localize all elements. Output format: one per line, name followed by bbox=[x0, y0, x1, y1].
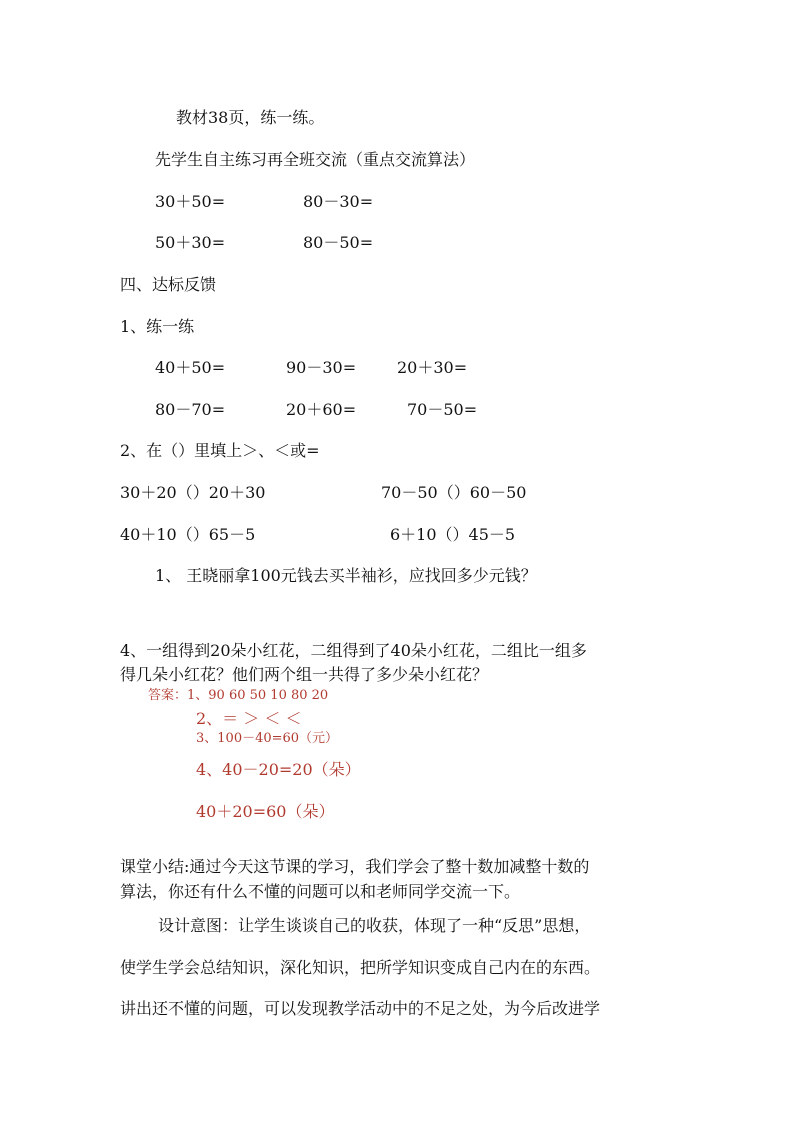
answer-line-1: 答案：1、90 60 50 10 80 20 bbox=[148, 688, 329, 703]
compare-title: 2、在（）里填上＞、＜或= bbox=[120, 441, 320, 460]
exercise-item: 30＋50= bbox=[155, 192, 226, 211]
compare-item: 30＋20（）20＋30 bbox=[120, 483, 266, 502]
section-heading: 四、达标反馈 bbox=[120, 275, 217, 294]
design-line1: 设计意图：让学生谈谈自己的收获，体现了一种“反思”思想， bbox=[158, 916, 591, 935]
answer-line-2: 2、＝ ＞ ＜ ＜ bbox=[196, 709, 302, 728]
exercise-item: 20＋30= bbox=[397, 358, 468, 377]
exercise-item: 80－50= bbox=[303, 233, 374, 252]
self-practice-line: 先学生自主练习再全班交流（重点交流算法） bbox=[155, 150, 476, 169]
question-4-line2: 得几朵小红花？他们两个组一共得了多少朵小红花？ bbox=[120, 665, 489, 684]
exercise-item: 20＋60= bbox=[286, 400, 357, 419]
design-line2: 使学生学会总结知识，深化知识，把所学知识变成自己内在的东西。 bbox=[120, 958, 601, 977]
design-line3: 讲出还不懂的问题，可以发现教学活动中的不足之处，为今后改进学 bbox=[120, 999, 601, 1018]
answer-line-5: 40＋20=60（朵） bbox=[196, 802, 335, 821]
answer-line-4: 4、40－20=20（朵） bbox=[196, 760, 361, 779]
textbook-line: 教材38页，练一练。 bbox=[176, 108, 325, 127]
exercise-item: 40＋50= bbox=[155, 358, 226, 377]
exercise-item: 90－30= bbox=[286, 358, 357, 377]
compare-item: 40＋10（）65－5 bbox=[120, 525, 256, 544]
summary-line1: 课堂小结:通过今天这节课的学习，我们学会了整十数加减整十数的 bbox=[120, 857, 590, 876]
question-4-line1: 4、一组得到20朵小红花，二组得到了40朵小红花，二组比一组多 bbox=[120, 641, 587, 660]
question-3: 1、 王晓丽拿100元钱去买半袖衫，应找回多少元钱？ bbox=[155, 566, 537, 585]
answer-line-3: 3、100－40=60（元） bbox=[196, 731, 339, 746]
exercise-item: 80－70= bbox=[155, 400, 226, 419]
exercise-item: 80－30= bbox=[303, 192, 374, 211]
summary-line2: 算法，你还有什么不懂的问题可以和老师同学交流一下。 bbox=[120, 882, 521, 901]
compare-item: 70－50（）60－50 bbox=[381, 483, 527, 502]
compare-item: 6＋10（）45－5 bbox=[390, 525, 516, 544]
exercise-item: 50＋30= bbox=[155, 233, 226, 252]
practice-title: 1、练一练 bbox=[120, 317, 195, 336]
exercise-item: 70－50= bbox=[407, 400, 478, 419]
